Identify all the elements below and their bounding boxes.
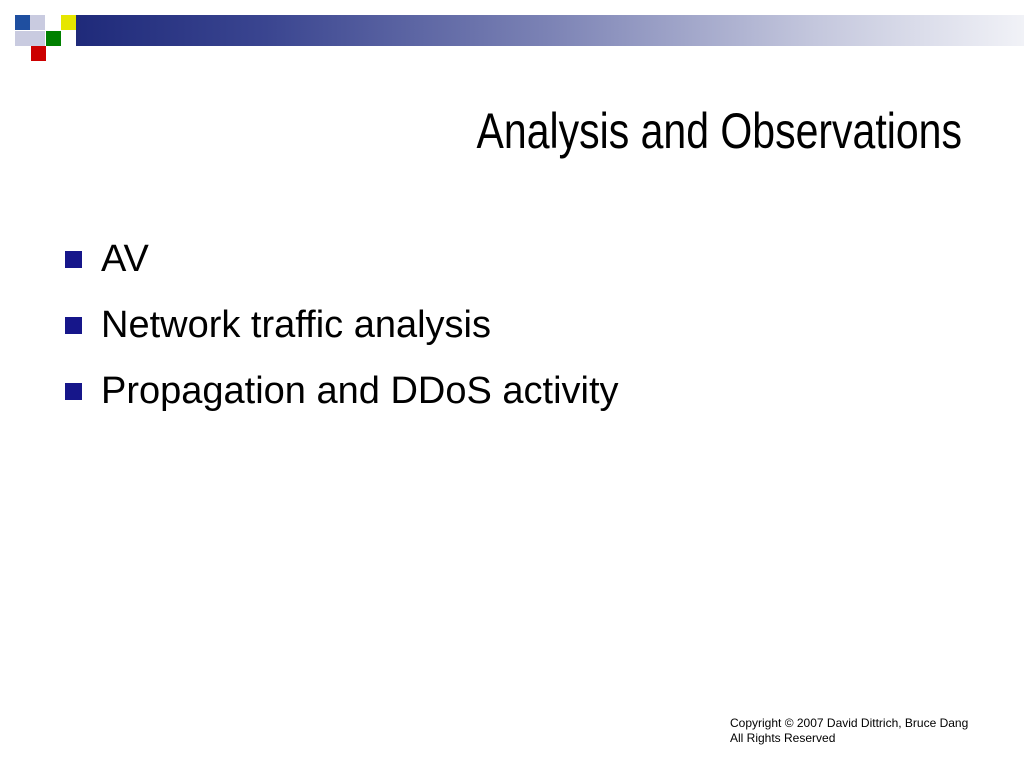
copyright-footer xyxy=(730,716,968,746)
decor-square-lavender xyxy=(15,31,30,46)
header-gradient-bar xyxy=(76,15,1024,46)
decor-square-yellow xyxy=(61,15,76,30)
bullet-item xyxy=(65,292,619,358)
slide-title: Analysis and Observations xyxy=(476,103,962,159)
square-bullet-icon xyxy=(65,383,82,400)
decor-square-lavender xyxy=(30,31,45,46)
decor-square-lavender xyxy=(30,15,45,30)
bullet-item xyxy=(65,226,619,292)
square-bullet-icon xyxy=(65,251,82,268)
bullet-list xyxy=(65,226,619,424)
rights-line: All Rights Reserved xyxy=(730,731,836,745)
decor-square-blue xyxy=(15,15,30,30)
bullet-item xyxy=(65,358,619,424)
bullet-text: Network traffic analysis xyxy=(101,303,491,346)
decor-square-green xyxy=(46,31,61,46)
bullet-text: Propagation and DDoS activity xyxy=(101,369,619,412)
decor-square-red xyxy=(31,46,46,61)
bullet-text: AV xyxy=(101,237,149,280)
copyright-line: Copyright © 2007 David Dittrich, Bruce Dang xyxy=(730,716,969,730)
square-bullet-icon xyxy=(65,317,82,334)
